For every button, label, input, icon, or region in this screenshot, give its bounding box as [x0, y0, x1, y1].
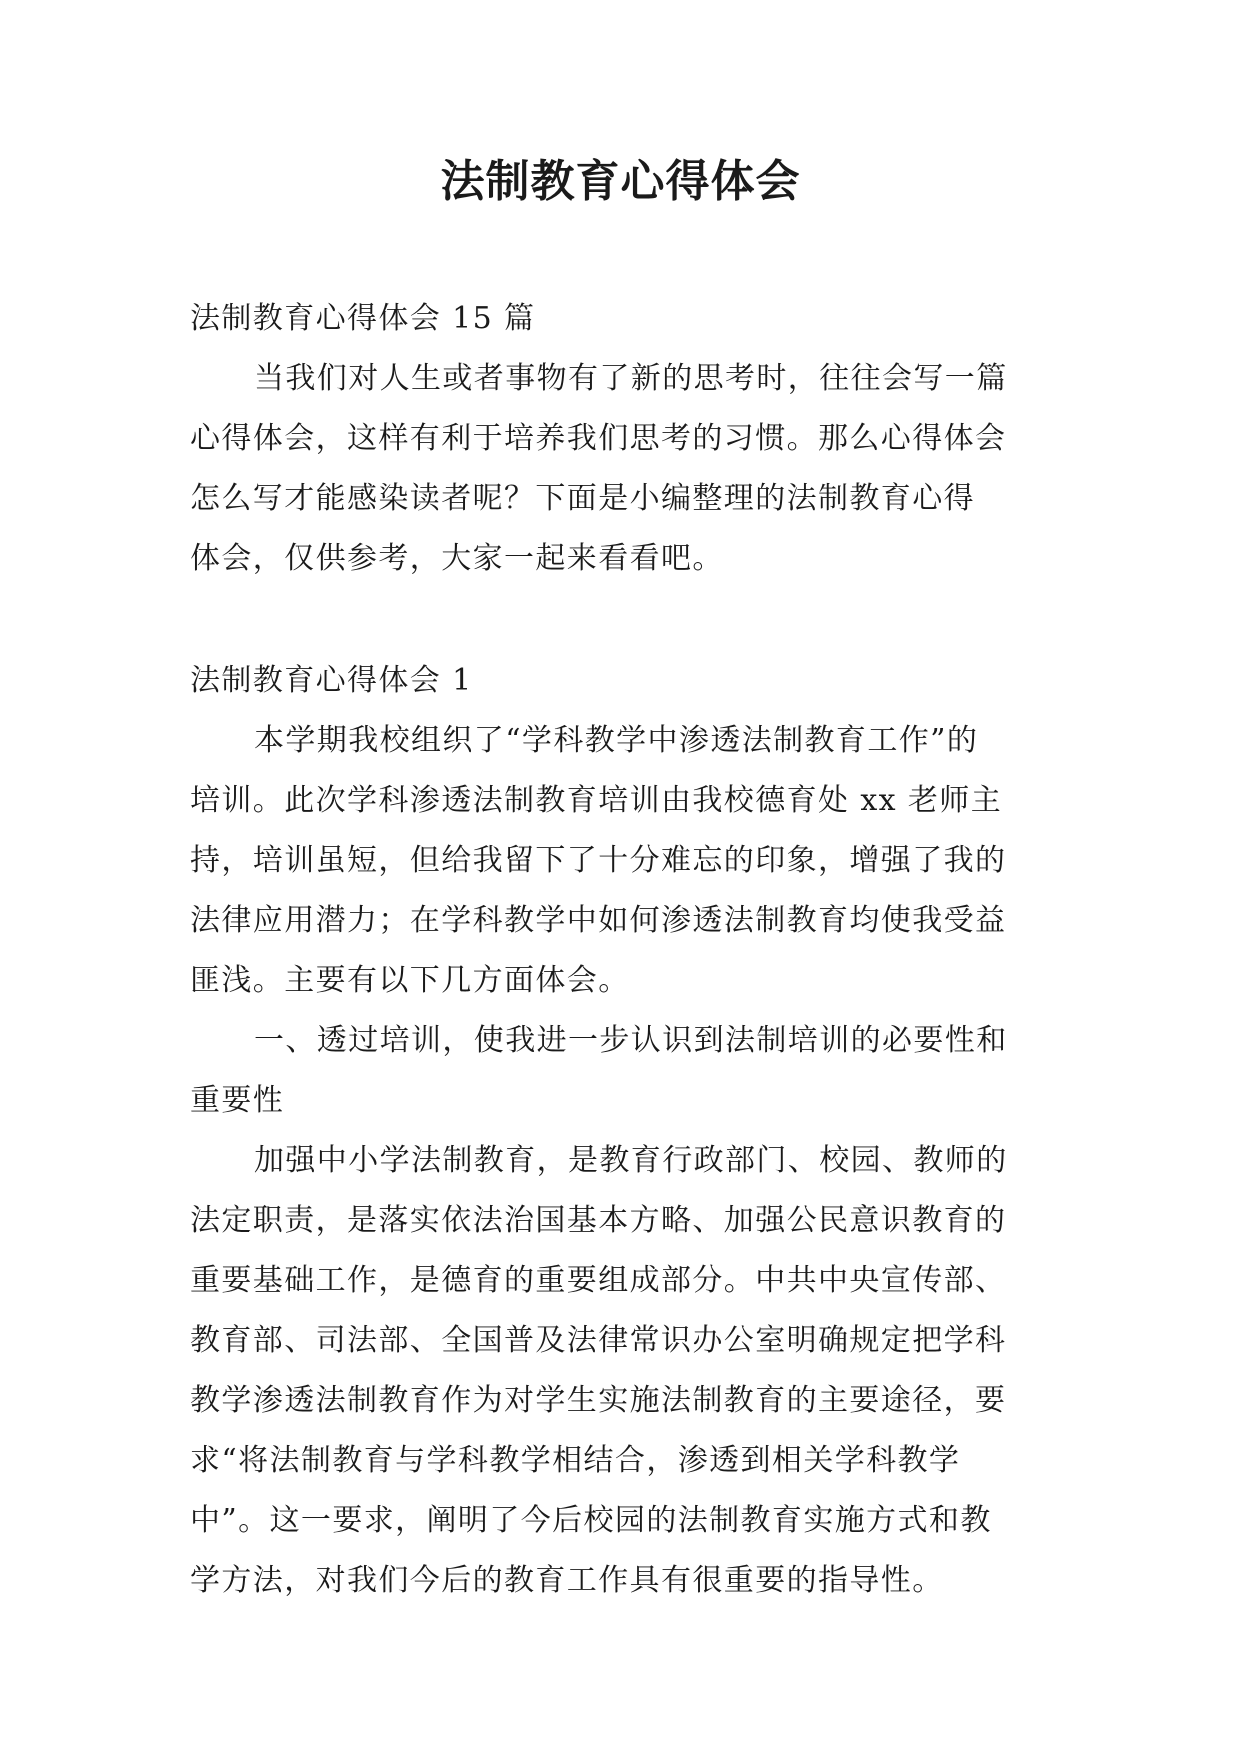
paragraph-line: 本学期我校组织了“学科教学中渗透法制教育工作”的 — [254, 723, 979, 758]
paragraph-line: 持，培训虽短，但给我留下了十分难忘的印象，增强了我的 — [190, 843, 1007, 878]
section-heading: 法制教育心得体会 1 — [190, 663, 473, 698]
paragraph-line: 心得体会，这样有利于培养我们思考的习惯。那么心得体会 — [190, 421, 1007, 456]
paragraph-line: 学方法，对我们今后的教育工作具有很重要的指导性。 — [190, 1563, 944, 1598]
paragraph-line: 匪浅。主要有以下几方面体会。 — [190, 963, 630, 998]
subtitle-line: 法制教育心得体会 15 篇 — [190, 301, 536, 336]
paragraph-line: 加强中小学法制教育，是教育行政部门、校园、教师的 — [254, 1143, 1008, 1178]
paragraph-line: 怎么写才能感染读者呢？下面是小编整理的法制教育心得 — [190, 481, 975, 516]
paragraph-line: 当我们对人生或者事物有了新的思考时，往往会写一篇 — [254, 361, 1008, 396]
paragraph-line: 法定职责，是落实依法治国基本方略、加强公民意识教育的 — [190, 1203, 1007, 1238]
document-title: 法制教育心得体会 — [440, 156, 801, 207]
paragraph-line: 重要性 — [190, 1083, 285, 1118]
section-spacer — [190, 589, 1052, 651]
paragraph-line: 培训。此次学科渗透法制教育培训由我校德育处 xx 老师主 — [190, 783, 1003, 818]
paragraph-line: 中”。这一要求，阐明了今后校园的法制教育实施方式和教 — [190, 1503, 992, 1538]
paragraph-line: 法律应用潜力；在学科教学中如何渗透法制教育均使我受益 — [190, 903, 1007, 938]
paragraph-line: 重要基础工作，是德育的重要组成部分。中共中央宣传部、 — [190, 1263, 1007, 1298]
paragraph-line: 求“将法制教育与学科教学相结合，渗透到相关学科教学 — [190, 1443, 961, 1478]
paragraph-line: 教学渗透法制教育作为对学生实施法制教育的主要途径，要 — [190, 1383, 1007, 1418]
document-body — [190, 289, 1052, 1611]
paragraph-line: 教育部、司法部、全国普及法律常识办公室明确规定把学科 — [190, 1323, 1007, 1358]
paragraph-line: 一、透过培训，使我进一步认识到法制培训的必要性和 — [254, 1023, 1008, 1058]
paragraph-line: 体会，仅供参考，大家一起来看看吧。 — [190, 541, 724, 576]
